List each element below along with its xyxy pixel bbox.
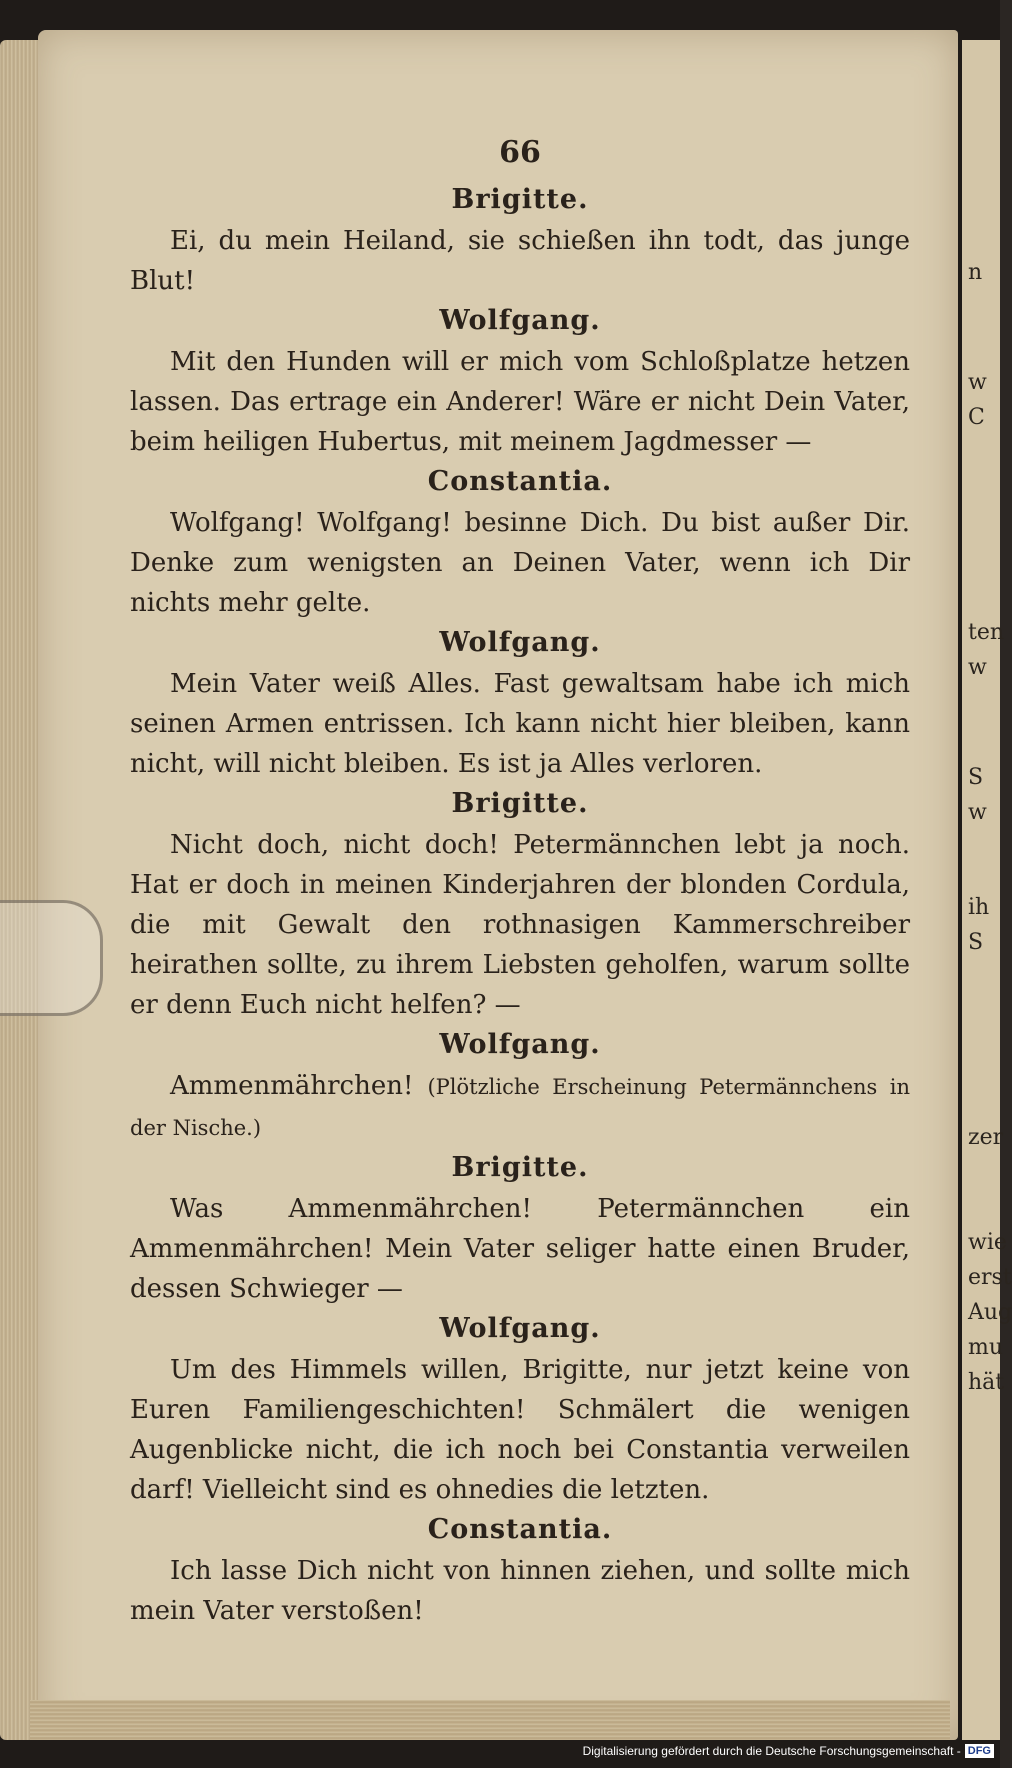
dialogue-text	[130, 1350, 910, 1510]
dialogue-blocks	[130, 184, 910, 1631]
book-page-edges-bottom	[30, 1700, 950, 1740]
stage-direction: (Plötzliche Erscheinung Petermännchens in der Nische.)	[130, 1075, 911, 1140]
speaker-name: Constantia.	[427, 466, 613, 497]
facing-page-fragment: C	[968, 405, 985, 430]
dialogue-line: Um des Himmels willen, Brigitte, nur jetzt keine von Euren Familiengeschichten! Schmälert die wenigen Augenblicke nicht, die ich noch bei Constantia verweilen darf! Vielleicht sind es ohnedies die letzten.	[130, 1355, 910, 1505]
facing-page-fragment: w	[968, 655, 987, 680]
facing-page-fragment: w	[968, 800, 987, 825]
dialogue-line: Ammenmährchen!	[170, 1071, 414, 1101]
dialogue-text	[130, 503, 910, 623]
digitization-credit	[583, 1740, 994, 1762]
facing-page-fragment: ih	[968, 895, 990, 920]
dfg-logo: DFG	[965, 1744, 994, 1758]
facing-page-fragment: mu	[968, 1335, 1004, 1360]
page-content	[130, 135, 910, 1635]
facing-page-fragment: S	[968, 765, 984, 790]
dialogue-text	[130, 221, 910, 301]
dialogue-text	[130, 1551, 910, 1631]
facing-page-fragment: w	[968, 370, 987, 395]
dialogue-line: Nicht doch, nicht doch! Petermännchen lebt ja noch. Hat er doch in meinen Kinderjahren der blonden Cordula, die mit Gewalt den rothnasigen Kammerschreiber heirathen sollte, zu ihrem Liebsten geholfen, warum sollte er denn Euch nicht helfen? —	[130, 830, 910, 1020]
dialogue-line: Mit den Hunden will er mich vom Schloßplatze hetzen lassen. Das ertrage ein Anderer! Wäre er nicht Dein Vater, beim heiligen Hubertus, mit meinem Jagdmesser —	[130, 347, 910, 457]
facing-page-fragment: zer	[968, 1125, 1004, 1150]
speaker-name: Wolfgang.	[439, 1029, 601, 1060]
facing-page-fragment: n	[968, 260, 983, 285]
facing-page-fragment: erst	[968, 1265, 1012, 1290]
bookmark-tab	[0, 900, 103, 1016]
speaker-name: Wolfgang.	[439, 305, 601, 336]
dialogue-line: Was Ammenmährchen! Petermännchen ein Ammenmährchen! Mein Vater seliger hatte einen Bruder, dessen Schwieger —	[130, 1194, 910, 1304]
facing-page-fragment: ten	[968, 620, 1005, 645]
dialogue-line: Ei, du mein Heiland, sie schießen ihn todt, das junge Blut!	[130, 226, 910, 296]
speaker-name: Wolfgang.	[439, 1313, 601, 1344]
facing-page-fragment: S	[968, 930, 984, 955]
page-number: 66	[499, 135, 541, 170]
dialogue-line: Ich lasse Dich nicht von hinnen ziehen, und sollte mich mein Vater verstoßen!	[130, 1556, 910, 1626]
facing-page-fragment: wie	[968, 1230, 1007, 1255]
dialogue-text	[130, 664, 910, 784]
facing-page-edge	[962, 40, 1012, 1740]
facing-page-fragment: Aug	[968, 1300, 1012, 1325]
speaker-name: Constantia.	[427, 1514, 613, 1545]
dialogue-text	[130, 342, 910, 462]
facing-page-fragment: hät	[968, 1370, 1005, 1395]
dialogue-line: Wolfgang! Wolfgang! besinne Dich. Du bist außer Dir. Denke zum wenigsten an Deinen Vater, wenn ich Dir nichts mehr gelte.	[130, 508, 910, 618]
dialogue-text	[130, 1066, 910, 1148]
credit-text: Digitalisierung gefördert durch die Deutsche Forschungsgemeinschaft -	[582, 1744, 961, 1758]
dialogue-text	[130, 825, 910, 1025]
speaker-name: Brigitte.	[451, 788, 589, 819]
speaker-name: Wolfgang.	[439, 627, 601, 658]
speaker-name: Brigitte.	[451, 1152, 589, 1183]
speaker-name: Brigitte.	[451, 184, 589, 215]
dialogue-line: Mein Vater weiß Alles. Fast gewaltsam habe ich mich seinen Armen entrissen. Ich kann nicht hier bleiben, kann nicht, will nicht bleiben. Es ist ja Alles verloren.	[130, 669, 910, 779]
dialogue-text	[130, 1189, 910, 1309]
